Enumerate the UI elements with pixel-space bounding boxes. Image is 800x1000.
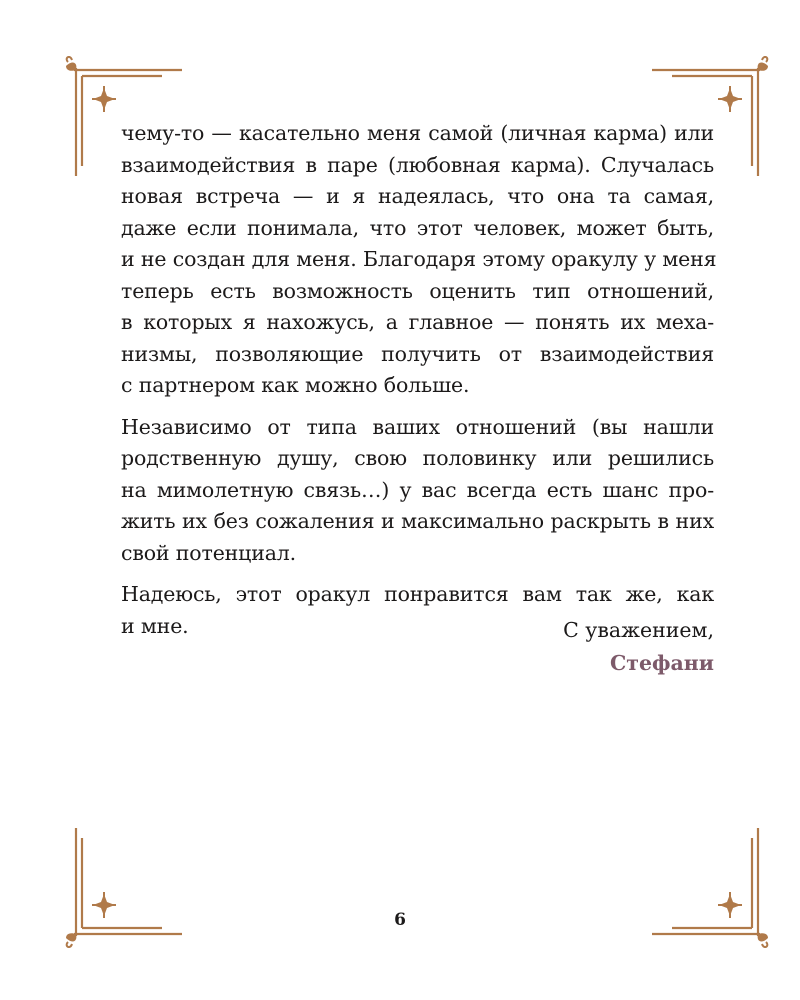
body-text bbox=[121, 118, 717, 652]
paragraph-1 bbox=[121, 118, 717, 402]
signature-closing: С уважением, bbox=[563, 618, 714, 642]
text-line: даже если понимала, что этот человек, может быть, bbox=[121, 215, 714, 240]
text-line: и мне. bbox=[121, 613, 189, 638]
text-line: теперь есть возможность оценить тип отношений, bbox=[121, 278, 714, 303]
corner-ornament-bottom-left bbox=[62, 828, 182, 948]
text-line: Независимо от типа ваших отношений (вы нашли bbox=[121, 414, 714, 439]
text-line: Надеюсь, этот оракул понравится вам так же, как bbox=[121, 582, 714, 606]
paragraph-2 bbox=[121, 412, 714, 570]
text-line: на мимолетную связь…) у вас всегда есть шанс про- bbox=[121, 477, 714, 502]
text-line: низмы, позволяющие получить от взаимодействия bbox=[121, 341, 714, 366]
page-number: 6 bbox=[394, 910, 406, 930]
signature-name: Стефани bbox=[609, 651, 714, 675]
text-line: с партнером как можно больше. bbox=[121, 373, 470, 397]
text-line: новая встреча — и я надеялась, что она та самая, bbox=[121, 184, 714, 208]
text-line: родственную душу, свою половинку или решились bbox=[121, 446, 714, 470]
text-line: свой потенциал. bbox=[121, 540, 297, 565]
text-line: жить их без сожаления и максимально раскрыть в них bbox=[121, 509, 714, 533]
text-line: и не создан для меня. Благодаря этому оракулу у меня bbox=[121, 247, 717, 271]
text-line: чему-то — касательно меня самой (личная карма) или bbox=[121, 121, 714, 145]
text-line: в которых я нахожусь, а главное — понять их меха- bbox=[121, 310, 714, 334]
signature bbox=[563, 614, 714, 680]
corner-ornament-bottom-right bbox=[652, 828, 772, 948]
text-line: взаимодействия в паре (любовная карма). Случалась bbox=[121, 152, 714, 177]
